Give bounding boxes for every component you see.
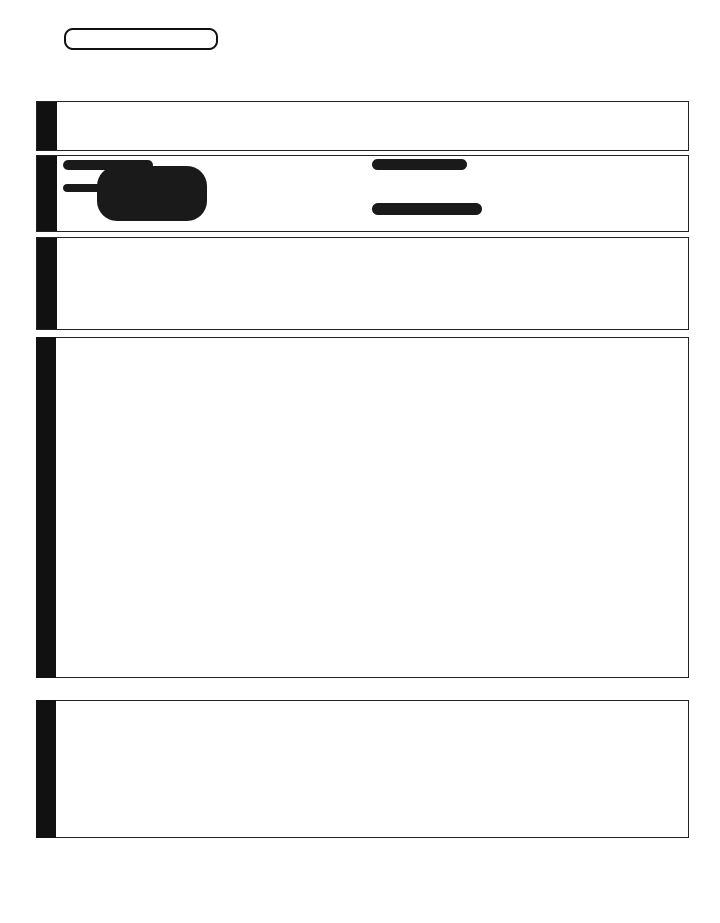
client-side-label	[37, 156, 57, 231]
redaction-mark	[372, 159, 467, 170]
client-section	[36, 155, 689, 232]
redaction-mark	[63, 184, 123, 192]
redaction-mark	[97, 166, 207, 221]
elements-table-frame	[36, 337, 689, 678]
properties-table-frame	[36, 700, 689, 838]
comments-side-label	[37, 238, 57, 329]
comments-section	[36, 237, 689, 330]
unit-section	[36, 101, 689, 151]
logo-sub-text	[64, 28, 218, 50]
blackstone-logo	[34, 26, 222, 88]
elements-side-label	[36, 337, 56, 678]
properties-side-label	[36, 700, 56, 838]
unit-side-label	[37, 102, 57, 150]
redaction-mark	[372, 203, 482, 215]
